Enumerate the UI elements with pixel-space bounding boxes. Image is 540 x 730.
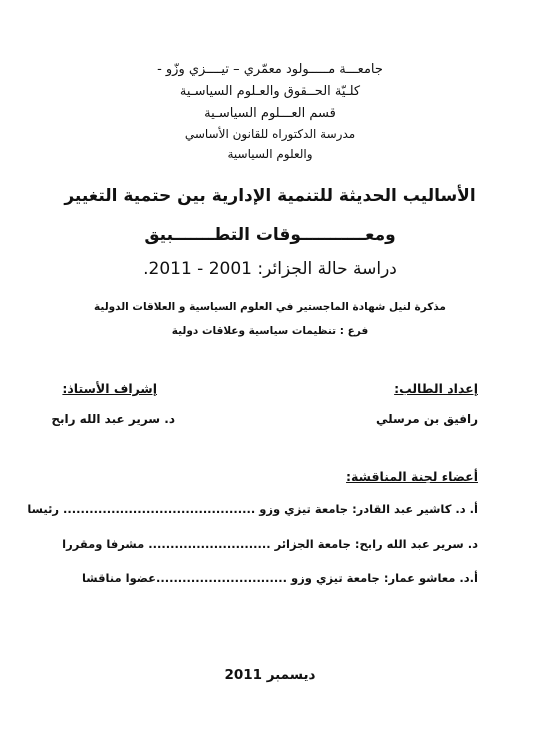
thesis-branch: فرع : تنظيمات سياسية وعلاقات دولية bbox=[171, 325, 369, 337]
defense-date: ديسمبر 2011 bbox=[224, 667, 316, 683]
thesis-title-line1: الأساليب الحديثة للتنمية الإدارية بين حتمية التغيير bbox=[64, 186, 476, 206]
case-study-line: دراسة حالة الجزائر: 2001 - 2011. bbox=[143, 259, 397, 279]
thesis-title-line2: ومعـــــــــــوقات التطـــــــبيق bbox=[144, 225, 396, 245]
committee-member: أ. د. كاشير عبد القادر: جامعة تيزي وزو ............................................ رئيسا bbox=[27, 502, 478, 516]
committee-member: د. سرير عبد الله رابح: جامعة الجزائر ............................ مشرفا ومقررا bbox=[62, 537, 478, 551]
student-name: رافيق بن مرسلي bbox=[376, 412, 478, 426]
supervisor-label: إشراف الأستاذ: bbox=[62, 381, 157, 396]
doctoral-school-line2: والعلوم السياسية bbox=[227, 147, 313, 161]
committee-member: أ.د. معاشو عمار: جامعة تيزي وزو ..............................عضوا مناقشا bbox=[81, 571, 478, 585]
department-name: قسم العـــلوم السياسـية bbox=[204, 106, 336, 121]
faculty-name: كلـيّة الحــقوق والعـلوم السياسـية bbox=[179, 84, 361, 99]
doctoral-school-line1: مدرسة الدكتوراه للقانون الأساسي bbox=[184, 127, 356, 141]
university-name: جامعـــة مـــــولود معمّري – تيــــزي وزّو - bbox=[157, 62, 383, 77]
committee-heading: أعضاء لجنة المناقشة: bbox=[346, 469, 478, 484]
supervisor-name: د. سرير عبد الله رابح bbox=[51, 412, 175, 426]
student-label: إعداد الطالب: bbox=[394, 381, 478, 396]
thesis-purpose: مذكرة لنيل شهادة الماجستير في العلوم السياسية و العلاقات الدولية bbox=[94, 301, 446, 313]
